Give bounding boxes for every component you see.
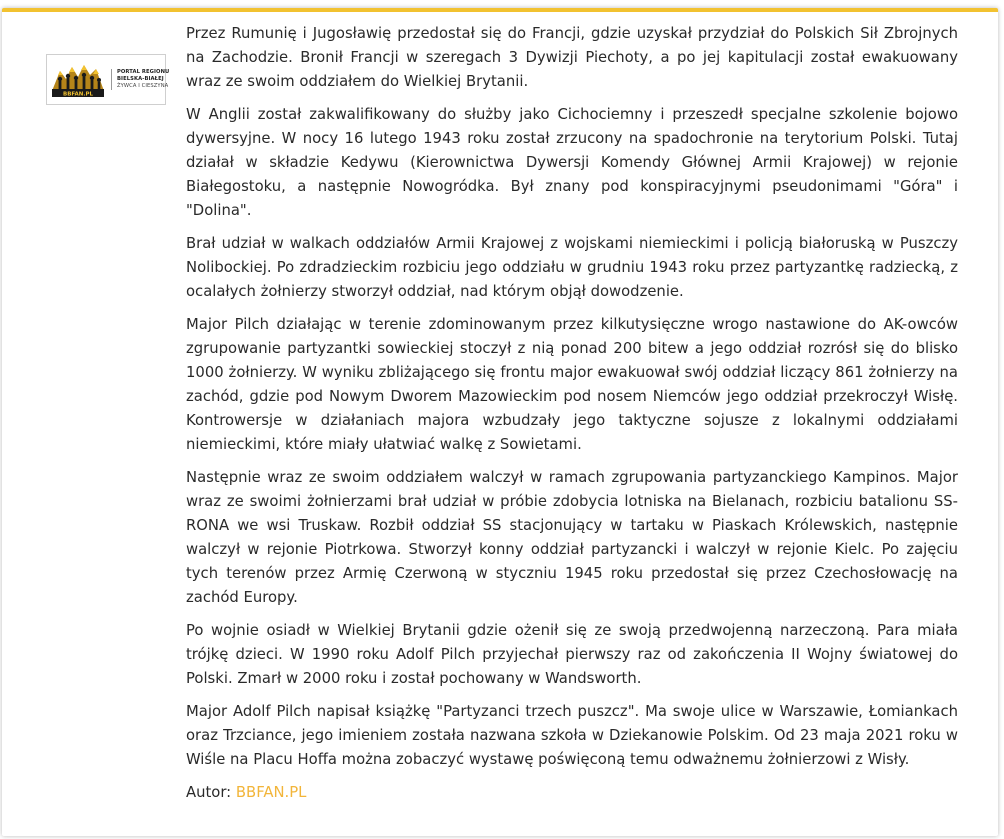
paragraph: Major Pilch działając w terenie zdominowanym przez kilkutysięczne wrogo nastawione do AK-owców zgrupowanie partyzantki sowieckiej stoczył z nią ponad 200 bitew a jego oddział rozrósł się do blisko 1000 żołnierzy. W wyniku zbliżającego się frontu major ewakuował swój oddział liczący 861 żołnierzy na zachód, gdzie pod Nowym Dworem Mazowieckim pod nosem Niemców jego oddział przekroczył Wisłę. Kontrowersje w działaniach majora wzbudzały jego taktyczne sojusze z lokalnymi oddziałami niemieckimi, które miały ułatwiać walkę z Sowietami. [186, 316, 958, 453]
logo-line-1: PORTAL REGIONU [117, 69, 170, 75]
logo-line-2: BIELSKA-BIAŁEJ [117, 76, 164, 82]
paragraph: Major Adolf Pilch napisał książkę "Partyzanci trzech puszcz". Ma swoje ulice w Warszawie, Łomiankach oraz Trzciance, jego imieniem została nazwana szkoła w Dziekanowie Polskim. Od 23 maja 2021 roku w Wiśle na Placu Hoffa można zobaczyć wystawę poświęconą temu odważnemu żołnierzowi z Wisły. [186, 703, 958, 768]
paragraph: Po wojnie osiadł w Wielkiej Brytanii gdzie ożenił się ze swoją przedwojenną narzeczoną. Para miała trójkę dzieci. W 1990 roku Adolf Pilch przyjechał pierwszy raz od zakończenia II Wojny światowej do Polski. Zmarł w 2000 roku i został pochowany w Wandsworth. [186, 622, 958, 687]
author-link[interactable]: BBFAN.PL [235, 784, 307, 801]
paragraph: W Anglii został zakwalifikowany do służby jako Cichociemny i przeszedł specjalne szkolenie bojowo dywersyjne. W nocy 16 lutego 1943 roku został zrzucony na spadochronie na terytorium Polski. Tutaj działał w składzie Kedywu (Kierownictwa Dywersji Komendy Głównej Armii Krajowej) w rejonie Białegostoku, a następnie Nowogródka. Był znany pod konspiracyjnymi pseudonimami "Góra" i "Dolina". [186, 106, 958, 219]
author-label: Autor: [186, 784, 232, 801]
mountain-logo-icon [50, 61, 106, 99]
paragraph: Przez Rumunię i Jugosławię przedostał się do Francji, gdzie uzyskał przydział do Polskich Sił Zbrojnych na Zachodzie. Bronił Francji w szeregach 3 Dywizji Piechoty, a po jej kapitulacji został ewakuowany wraz ze swoim oddziałem do Wielkiej Brytanii. [186, 25, 958, 90]
logo-text [111, 69, 169, 90]
paragraph: Brał udział w walkach oddziałów Armii Krajowej z wojskami niemieckimi i policją białoruską w Puszczy Nolibockiej. Po zdradzieckim rozbiciu jego oddziału w grudniu 1943 roku przez partyzantkę radziecką, z ocalałych żołnierzy stworzył oddział, nad którym objął dowodzenie. [186, 235, 958, 300]
author-line [186, 781, 958, 805]
logo-badge: BBFAN.PL [63, 91, 93, 97]
logo-line-3: ŻYWCA I CIESZYNA [117, 83, 169, 89]
article-card [2, 8, 998, 836]
portal-logo[interactable] [46, 54, 170, 105]
paragraph: Następnie wraz ze swoim oddziałem walczył w ramach zgrupowania partyzanckiego Kampinos. Major wraz ze swoimi żołnierzami brał udział w próbie zdobycia lotniska na Bielanach, rozbiciu batalionu SS-RONA we wsi Truskaw. Rozbił oddział SS stacjonujący w tartaku w Piaskach Królewskich, następnie walczył w rejonie Piotrkowa. Stworzył konny oddział partyzancki i walczył w rejonie Kielc. Po zajęciu tych terenów przez Armię Czerwoną w styczniu 1945 roku przedostał się przez Czechosłowację na zachód Europy. [186, 469, 958, 606]
article-body [186, 22, 958, 814]
